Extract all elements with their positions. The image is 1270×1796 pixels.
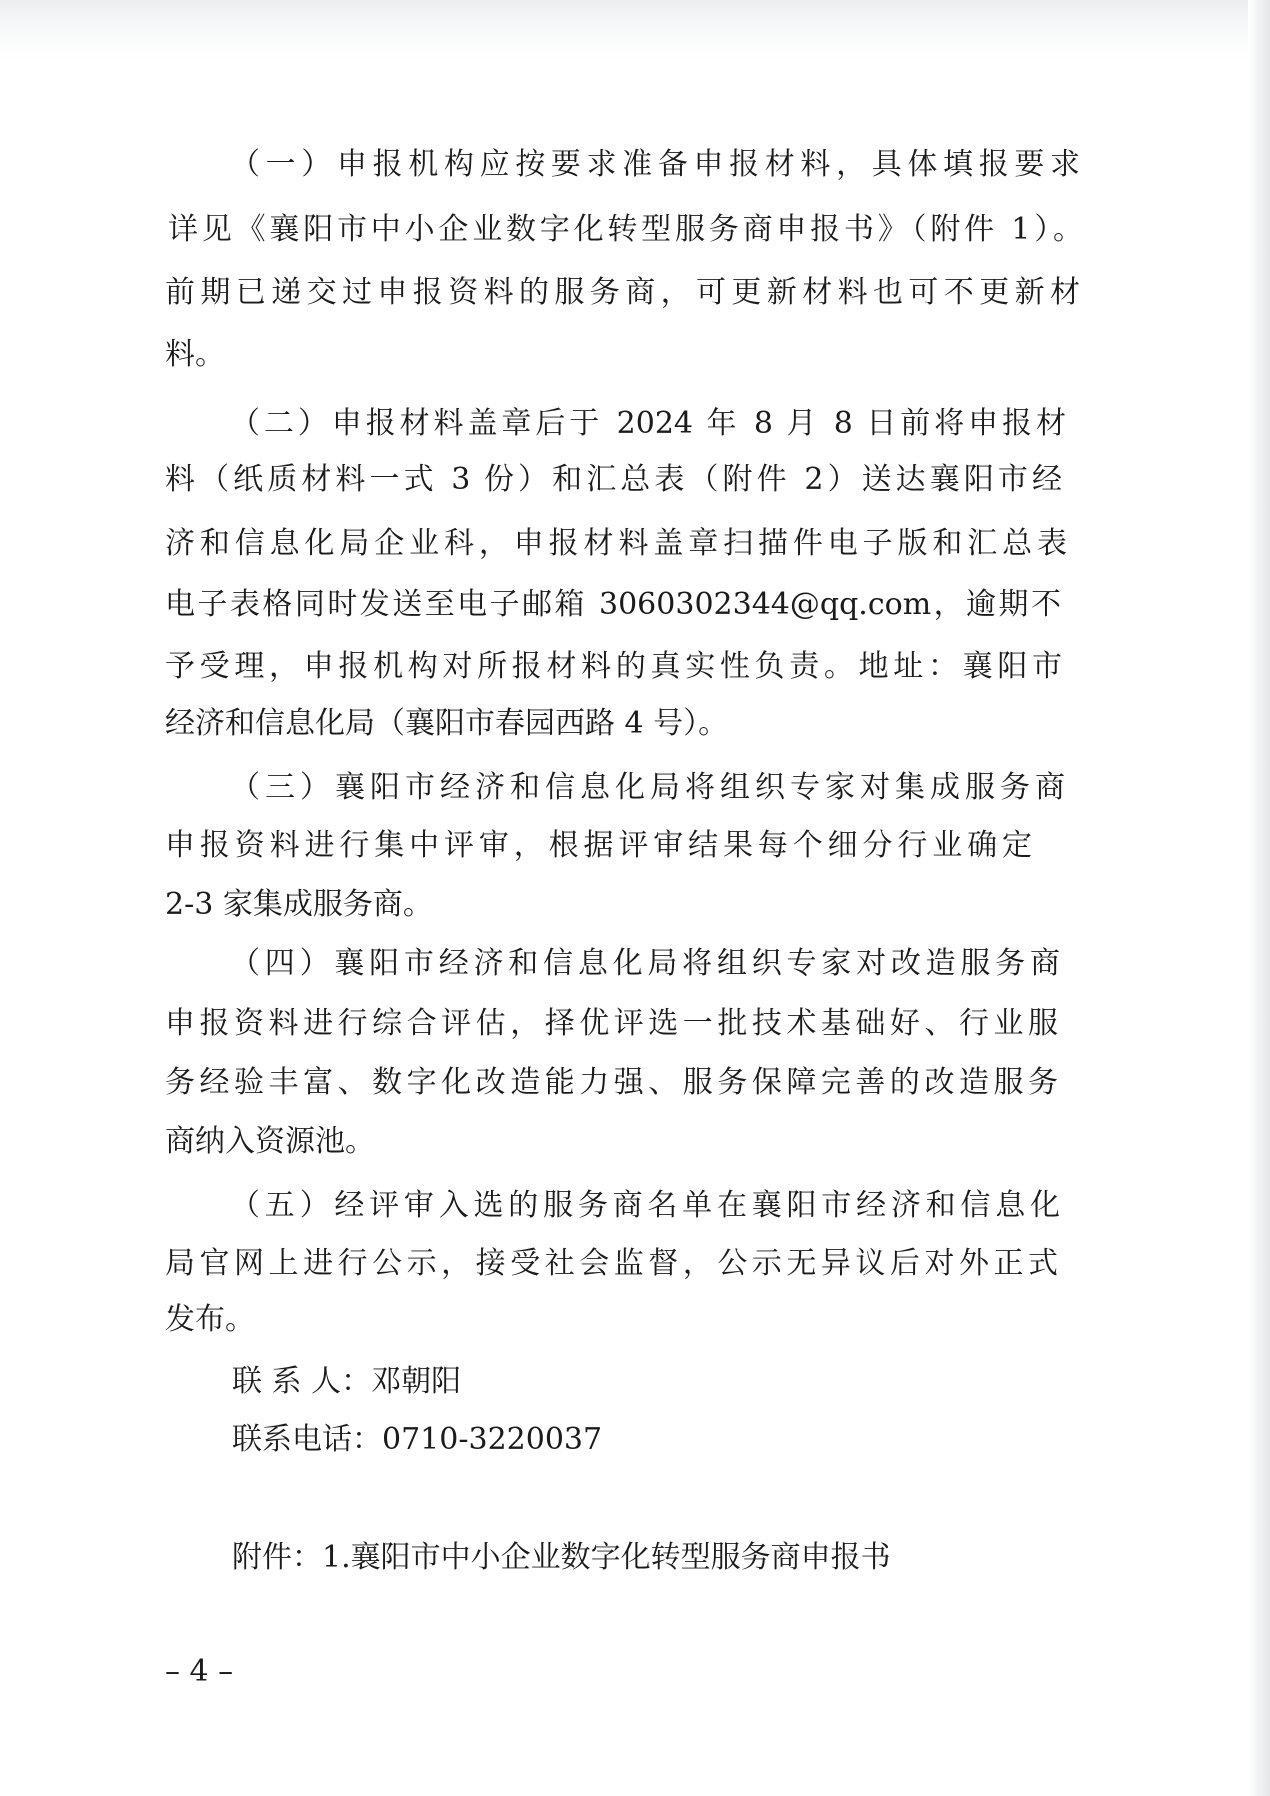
item-4-line-1: （四）襄阳市经济和信息化局将组织专家对改造服务商: [230, 946, 1060, 981]
item-5-line-1: （五）经评审入选的服务商名单在襄阳市经济和信息化: [230, 1188, 1060, 1223]
page-number: – 4 –: [165, 1654, 234, 1689]
scan-shadow-top: [0, 0, 1270, 60]
item-2-line-2: 料（纸质材料一式 3 份）和汇总表（附件 2）送达襄阳市经: [165, 462, 1062, 497]
item-1-line-1: （一）申报机构应按要求准备申报材料，具体填报要求: [230, 147, 1080, 182]
item-4-line-4: 商纳入资源池。: [165, 1124, 375, 1159]
item-3-line-2: 申报资料进行集中评审，根据评审结果每个细分行业确定: [165, 828, 1032, 863]
item-4-line-2: 申报资料进行综合评估，择优评选一批技术基础好、行业服: [165, 1006, 1058, 1041]
item-1-line-2: 详见《襄阳市中小企业数字化转型服务商申报书》（附件 1）。: [168, 212, 1083, 247]
item-2-line-4: 电子表格同时发送至电子邮箱 3060302344@qq.com，逾期不: [165, 587, 1061, 622]
item-4-line-3: 务经验丰富、数字化改造能力强、服务保障完善的改造服务: [165, 1065, 1058, 1100]
item-1-line-4: 料。: [165, 337, 225, 372]
item-2-line-1: （二）申报材料盖章后于 2024 年 8 月 8 日前将申报材: [230, 406, 1066, 441]
item-1-line-3: 前期已递交过申报资料的服务商，可更新材料也可不更新材: [165, 275, 1080, 310]
item-5-line-2: 局官网上进行公示，接受社会监督，公示无异议后对外正式: [165, 1246, 1058, 1281]
item-3-line-3: 2-3 家集成服务商。: [165, 887, 433, 922]
attachment-line: 附件：1.襄阳市中小企业数字化转型服务商申报书: [232, 1540, 891, 1575]
contact-person: 联 系 人：邓朝阳: [232, 1364, 462, 1399]
item-2-line-3: 济和信息化局企业科，申报材料盖章扫描件电子版和汇总表: [165, 526, 1067, 561]
item-5-line-3: 发布。: [165, 1302, 255, 1337]
item-2-line-6: 经济和信息化局（襄阳市春园西路 4 号）。: [165, 706, 729, 741]
item-2-line-5: 予受理，申报机构对所报材料的真实性负责。地址：襄阳市: [165, 649, 1062, 684]
scan-shadow-right: [1248, 0, 1270, 1796]
item-3-line-1: （三）襄阳市经济和信息化局将组织专家对集成服务商: [230, 770, 1065, 805]
contact-phone: 联系电话：0710-3220037: [232, 1422, 603, 1457]
